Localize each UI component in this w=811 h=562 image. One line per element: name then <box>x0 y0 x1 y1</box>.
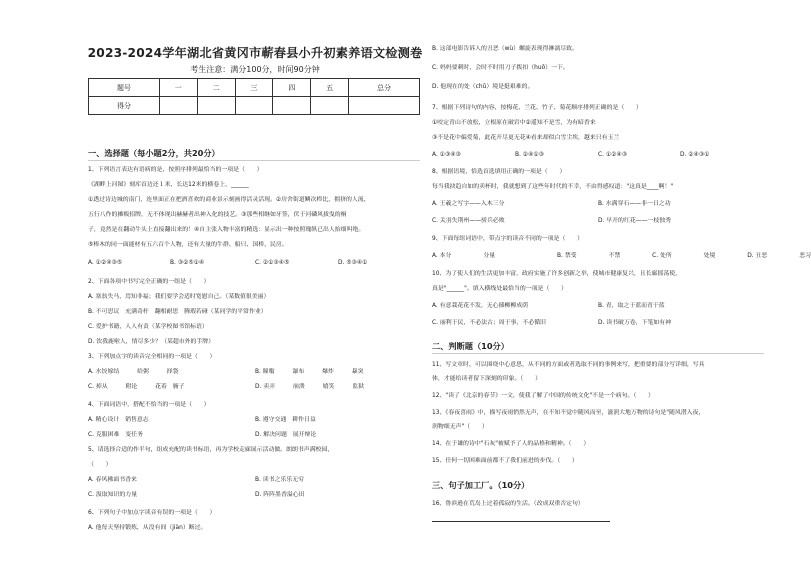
option-d[interactable]: D. 丑恶 <box>747 253 768 259</box>
score-cell[interactable] <box>197 97 235 115</box>
question-9-options-row[interactable] <box>432 252 811 260</box>
score-table <box>88 78 420 115</box>
question-3-stem: 3、下列加点字的读音完全相同的一项是（ ） <box>88 354 216 360</box>
question-1-passage: 子，竟然是在翻动牛头上直接翻出来的！④自主张入物丰富的精选：显示出一种按照瑰纵已出人抬细叫绝。 <box>88 227 365 233</box>
question-4-option-b[interactable]: B. 遵守交通 耕作日益 <box>255 417 316 423</box>
score-cell[interactable] <box>349 97 420 115</box>
question-6-option-d[interactable]: D. 他现在的处（chǔ）境是挺艰难的。 <box>432 84 534 90</box>
question-6-option-a[interactable]: A. 他每天坚持锻炼，从没有间（jiàn）断过。 <box>88 525 207 531</box>
sentence-16: 16、鲁滨逊在荒岛上过着孤寂的生活。（改成双重否定句） <box>432 501 584 507</box>
question-1-option-b[interactable]: B. ③②⑤①④ <box>170 260 205 266</box>
question-3-option-c[interactable] <box>88 383 185 391</box>
score-cell[interactable] <box>311 97 349 115</box>
question-7-option-b[interactable]: B. ②④①③ <box>515 152 544 158</box>
question-5-option-b[interactable]: B. 读书之乐乐无穷 <box>255 477 305 483</box>
question-7-stem: 7、根据下列诗句的内容，按梅花、兰花、竹子、菊花顺序排列正确的是（ ） <box>432 105 642 111</box>
question-1-passage: ①透过诗边城的南门，连里面正在把酒喜欢的商业景示刻画得活灵活现。②房舍街道鳞次栉比，拥挤的人流、 <box>88 197 370 203</box>
score-header-cell: 一 <box>159 79 197 97</box>
question-10-option-d[interactable]: D. 读书破万卷，下笔如有神 <box>598 320 672 326</box>
question-2-stem: 2、下面各项中书写完全正确的一组是（ ） <box>88 279 210 285</box>
score-header-cell: 二 <box>197 79 235 97</box>
question-1-passage: 《湖畔上河图》刻库首边还１米，长达12米的横卷上，______ <box>88 182 249 188</box>
question-3-option-d[interactable] <box>255 383 364 391</box>
question-1-stem: 1、下列语言表达有语病的是，按照序排列最恰当的一项是（ ） <box>88 167 263 173</box>
score-row-label: 得分 <box>89 97 160 115</box>
question-4-stem: 4、下面词语中，搭配不恰当的一项是（ ） <box>88 402 210 408</box>
question-6-option-c[interactable]: C. 妈妈要刺时，会时不时用刀子拨扣（huō）一下。 <box>432 65 569 71</box>
option-word: 给粥 <box>137 369 149 375</box>
question-4-option-a[interactable]: A. 精心设计 销售意志 <box>88 417 149 423</box>
option-word: 恶习 <box>799 253 811 259</box>
option-word: 监狱 <box>352 384 365 390</box>
question-8-option-a[interactable]: A. 王羲之写字——入木三分 <box>432 201 505 207</box>
question-2-option-d[interactable]: D. 饮我鹿啦人，情尽多少？（某超市外的手牌） <box>88 339 215 345</box>
question-8-option-c[interactable]: C. 关羽失荆州——骄兵必败 <box>432 218 505 224</box>
option-label: A. 水饺嫁结 <box>88 369 120 375</box>
score-table-header-row <box>89 79 420 97</box>
question-5-option-c[interactable]: C. 汲取知识的力量 <box>88 492 138 498</box>
option-word: 暴突 <box>351 369 364 375</box>
option-word: 瀑布 <box>292 369 305 375</box>
option-word: 崩溃 <box>292 384 305 390</box>
question-8-stem: 8、根据语境，恰选首选填用正确的一项是（ ） <box>432 169 566 175</box>
option-label: C. 掉从 <box>88 384 108 390</box>
question-6-option-b[interactable]: B. 这部电影告诉人的丑恶（wù）螺旋表现得淋漓尽致。 <box>432 46 578 52</box>
question-1-passage: 五行八作的摊贩招牌，无不体现出赫赫者出神入化的技艺。③那些相继如牙签，伏于河磷风拔曳的桐 <box>88 212 347 218</box>
judge-14: 14、在于谦的诗中"石灰"被赋予了人的品格和精神。（ ） <box>432 441 590 447</box>
question-9-stem: 9、下面每组词语中，带点字的读音不同的一项是（ ） <box>432 236 584 242</box>
option-word: 分量 <box>483 253 496 259</box>
question-10-option-a[interactable]: A. 有意栽花花不发，无心插柳柳成荫 <box>432 303 529 309</box>
judge-11: 11、写文章时，可以围绕中心意思，从不同的方面或者选取不同的事例来写，把重要的部分写详细，写具 <box>432 362 705 368</box>
question-1-option-c[interactable]: C. ②①③④⑤ <box>255 260 290 266</box>
question-7-option-a[interactable]: A. ①③④③ <box>432 152 461 158</box>
question-8-passage: 每当我抉趋自如的卖杯时，我就想到了这些年时代的不幸，不由得感叹道："这真是____啊！" <box>432 184 674 190</box>
score-header-cell: 五 <box>311 79 349 97</box>
question-10-passage: 真是"______"。填入横线处最恰当的一项是（ ） <box>432 286 568 292</box>
option-a[interactable]: A. 本分 <box>432 253 452 259</box>
option-word: 择袋 <box>166 369 179 375</box>
judge-13-cont: 润物细无声"（ ） <box>432 424 488 430</box>
question-5-stem: 5、请选择合适的作半句，组成充配的读书标语，再为学校走廊展示活动做。朗朗书声满校园， <box>88 447 334 453</box>
question-10-option-b[interactable]: B. 青，取之于蓝而青于蓝 <box>598 303 665 309</box>
question-5-option-a[interactable]: A. 春风拂面书香来 <box>88 477 137 483</box>
question-3-option-b[interactable] <box>255 368 364 376</box>
option-word: 附论 <box>125 384 138 390</box>
option-label: D. 卖弄 <box>255 384 276 390</box>
question-7-line: ③不是花中偏爱菊，此花开尽更无花④看来却似白雪尘埃，越来只有玉兰 <box>432 135 620 141</box>
option-label: B. 瞳嗡 <box>255 369 275 375</box>
question-2-option-c[interactable]: C. 爱护书籍，人人有责（某学校图书馆标语） <box>88 324 208 330</box>
question-3-option-a[interactable] <box>88 368 179 376</box>
section-heading-judge: 二、判断题（10分） <box>432 341 509 351</box>
question-7-option-c[interactable]: C. ①②④③ <box>598 152 627 158</box>
score-cell[interactable] <box>273 97 311 115</box>
question-7-line: ①咬定青山不放松，立根原在破岩中②遥知不是雪，为有暗香来 <box>432 120 596 126</box>
question-2-option-a[interactable]: A. 塞翁失马，焉知非福；我们要学会适时宽慰自己。（某数值很美丽） <box>88 294 270 300</box>
score-cell[interactable] <box>235 97 273 115</box>
question-5-option-d[interactable]: D. 阵阵墨香溢心田 <box>255 492 305 498</box>
score-header-cell: 题号 <box>89 79 160 97</box>
question-1-option-a[interactable]: A. ①②④③⑤ <box>88 260 123 266</box>
question-10-option-c[interactable]: C. 丽利于民，不必法古；周于事，不必循旧 <box>432 320 546 326</box>
section-heading-sentence: 三、句子加工厂。（10分） <box>432 480 530 490</box>
question-6-stem: 6、下列句子中加点字读音有误的一项是（ ） <box>88 510 216 516</box>
judge-12: 12、"读了《北京的春节》一文，使我了解了中国的传统文化"不是一个病句。（ ） <box>432 393 655 399</box>
score-header-cell: 三 <box>235 79 273 97</box>
score-cell[interactable] <box>159 97 197 115</box>
option-word: 花着 腑子 <box>155 384 185 390</box>
score-table-score-row <box>89 97 420 115</box>
option-word: 不禁 <box>608 253 621 259</box>
question-8-option-b[interactable]: B. 水满穿石——非一日之功 <box>598 201 671 207</box>
question-2-option-b[interactable]: B. 不可思议 充满奇杆 翻相耐思 腾瑕若碰（某同学的平常作业） <box>88 309 267 315</box>
question-4-option-d[interactable]: D. 解决问题 展开辩论 <box>255 432 317 438</box>
question-8-option-d[interactable]: D. 早开的红花——一枝独秀 <box>598 218 672 224</box>
exam-title: 2023-2024学年湖北省黄冈市蕲春县小升初素养语文检测卷 <box>87 46 423 60</box>
question-7-option-d[interactable]: D. ②④③① <box>680 152 710 158</box>
judge-15: 15、任何一切困难面前都不了我们前进的步伐。（ ） <box>432 458 578 464</box>
option-word: 嬉笑 <box>322 384 335 390</box>
option-b[interactable]: B. 禁受 <box>556 253 577 259</box>
exam-note: 考生注意：满分100分，时间90分钟 <box>190 65 320 74</box>
score-header-cell: 总分 <box>349 79 420 97</box>
answer-line[interactable] <box>432 521 610 522</box>
option-word: 处境 <box>703 253 716 259</box>
option-c[interactable]: C. 处所 <box>652 253 672 259</box>
question-1-passage: ⑤棒木的同一面能材有五六百个人物，还有大量的牛群、船只、国桥、民房。 <box>88 242 288 248</box>
judge-13: 13、《春夜喜雨》中，描写夜雨悄然无声，在不知不觉中随风而至，滋润大地万物的诗句是"随风潜入夜， <box>432 410 705 416</box>
score-header-cell: 四 <box>273 79 311 97</box>
question-1-option-d[interactable]: D. ⑤③④① <box>338 260 368 266</box>
question-10-stem: 10、为了使人们的生活更加丰富，政府实施了许多创新之举，使城市健康复兴，且长廊摇荡使， <box>432 271 682 277</box>
question-4-option-c[interactable]: C. 克服困难 变任务 <box>88 432 143 438</box>
judge-11-cont: 体，才能给读者留下深刻的印象。（ ） <box>432 376 541 382</box>
section-divider <box>432 353 764 354</box>
section-heading-choice: 一、选择题（每小题2分，共20分） <box>88 148 220 158</box>
question-5-blank: （ ） <box>88 462 112 468</box>
option-word: 爆炸 <box>322 369 334 375</box>
section-divider <box>88 160 420 161</box>
